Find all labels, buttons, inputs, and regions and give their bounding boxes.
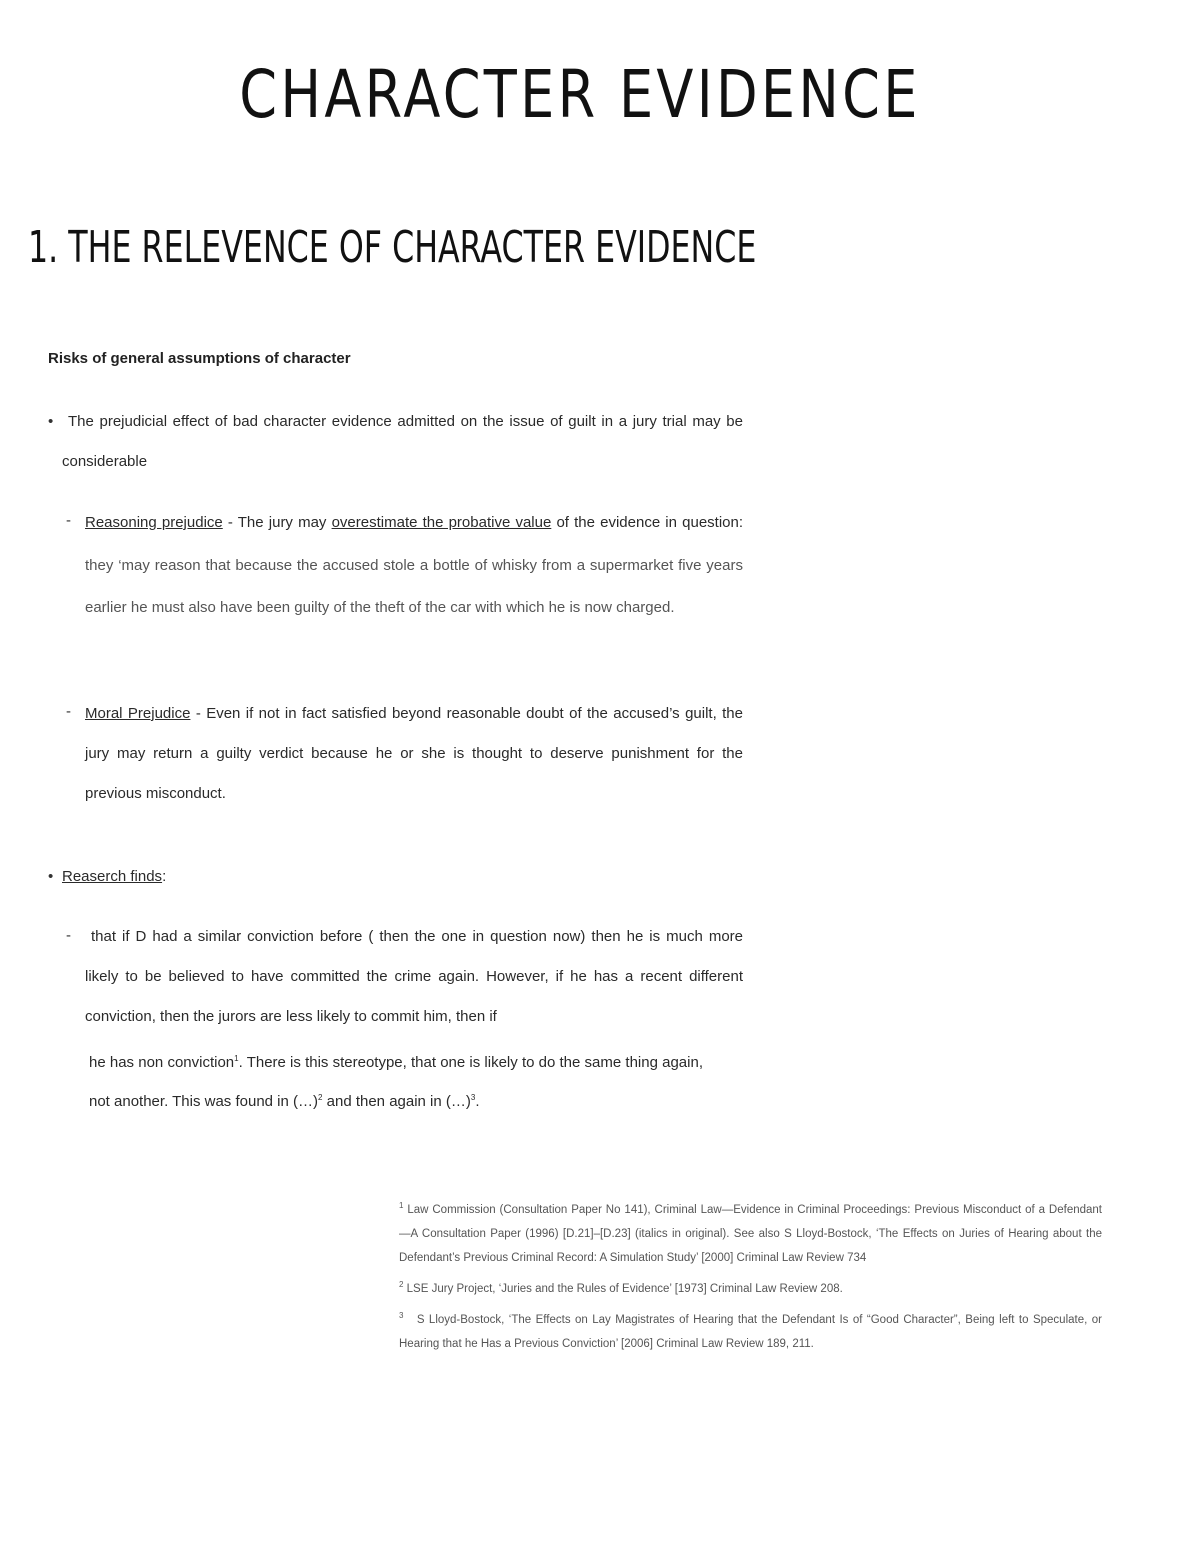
research-finds-label: Reaserch finds — [62, 868, 163, 885]
footnote-text: S Lloyd-Bostock, ‘The Effects on Lay Magistrates of Hearing that the Defendant Is of “Good Character”, Being left to Speculate, or Hearing that he Has a Previous Conviction’ [2006] Criminal Law Review 189, 211. — [399, 1314, 1102, 1350]
footnote-ref-3[interactable]: 3 — [470, 1093, 476, 1102]
footnote-ref-2[interactable]: 2 — [318, 1093, 323, 1102]
bullet-marker: • — [48, 413, 54, 430]
research-finds-heading — [62, 857, 462, 897]
probative-value-phrase: overestimate the probative value — [331, 514, 552, 531]
footnote-1 — [399, 1198, 1102, 1270]
footnote-text: LSE Jury Project, ‘Juries and the Rules of Evidence’ [1973] Criminal Law Review 208. — [406, 1283, 843, 1295]
bullet-text: The prejudicial effect of bad character evidence admitted on the issue of guilt in a jury trial may be considerable — [62, 413, 743, 470]
research-detail-text-2b: . There is this stereotype, that one is likely to do the same thing again, not another. This was found in (…) — [89, 1054, 703, 1110]
research-detail-text-2d: . — [475, 1093, 480, 1110]
page-title: CHARACTER EVIDENCE — [239, 56, 921, 133]
research-detail-part1 — [85, 917, 743, 1037]
footnote-3 — [399, 1308, 1102, 1356]
moral-prejudice-item — [85, 694, 743, 814]
research-finds-colon: : — [162, 868, 167, 885]
footnote-number: 2 — [399, 1280, 404, 1290]
footnote-ref-1[interactable]: 1 — [234, 1054, 239, 1063]
reasoning-prejudice-after: of the evidence in question: — [551, 514, 744, 531]
bullet-marker: • — [48, 868, 54, 885]
footnote-2 — [399, 1277, 1102, 1301]
footnotes — [399, 1198, 1102, 1363]
research-detail-text-2a: he has non conviction — [89, 1054, 235, 1071]
bullet-prejudicial-effect — [62, 402, 743, 482]
footnote-text: Law Commission (Consultation Paper No 141), Criminal Law—Evidence in Criminal Proceedings: Previous Misconduct of a Defendant—A Consultation Paper (1996) [D.21]–[D.23] (italics in original). See also S Lloyd-Bostock, ‘The Effects on Juries of Hearing about the Defendant’s Previous Criminal Record: A Simulation Study’ [2000] Criminal Law Review 734 — [399, 1204, 1102, 1264]
dash-marker: - — [66, 927, 71, 944]
moral-prejudice-text: - Even if not in fact satisfied beyond reasonable doubt of the accused’s guilt, the jury may return a guilty verdict because he or she is thought to deserve punishment for the previous misconduct. — [85, 705, 743, 802]
footnote-number: 3 — [399, 1311, 404, 1321]
reasoning-prejudice-sep: - The jury may — [222, 514, 332, 531]
subheading: Risks of general assumptions of character — [48, 350, 351, 367]
reasoning-prejudice-label: Reasoning prejudice — [85, 514, 223, 531]
dash-marker: - — [66, 512, 71, 529]
research-detail-text: that if D had a similar conviction before ( then the one in question now) then he is much more likely to be believed to have committed the crime again. However, if he has a recent different conviction, then the jurors are less likely to commit him, then if — [85, 928, 743, 1025]
moral-prejudice-label: Moral Prejudice — [85, 705, 191, 722]
reasoning-prejudice-quote: they ‘may reason that because the accused stole a bottle of whisky from a supermarket five years earlier he must also have been guilty of the theft of the car with which he is now charged. — [85, 556, 743, 616]
reasoning-prejudice-item — [85, 502, 743, 630]
dash-marker: - — [66, 703, 71, 720]
footnote-number: 1 — [399, 1201, 404, 1211]
section-heading: 1. THE RELEVENCE OF CHARACTER EVIDENCE — [28, 222, 757, 273]
research-detail-text-2c: and then again in (…) — [322, 1093, 471, 1110]
research-detail-part2 — [89, 1043, 703, 1121]
